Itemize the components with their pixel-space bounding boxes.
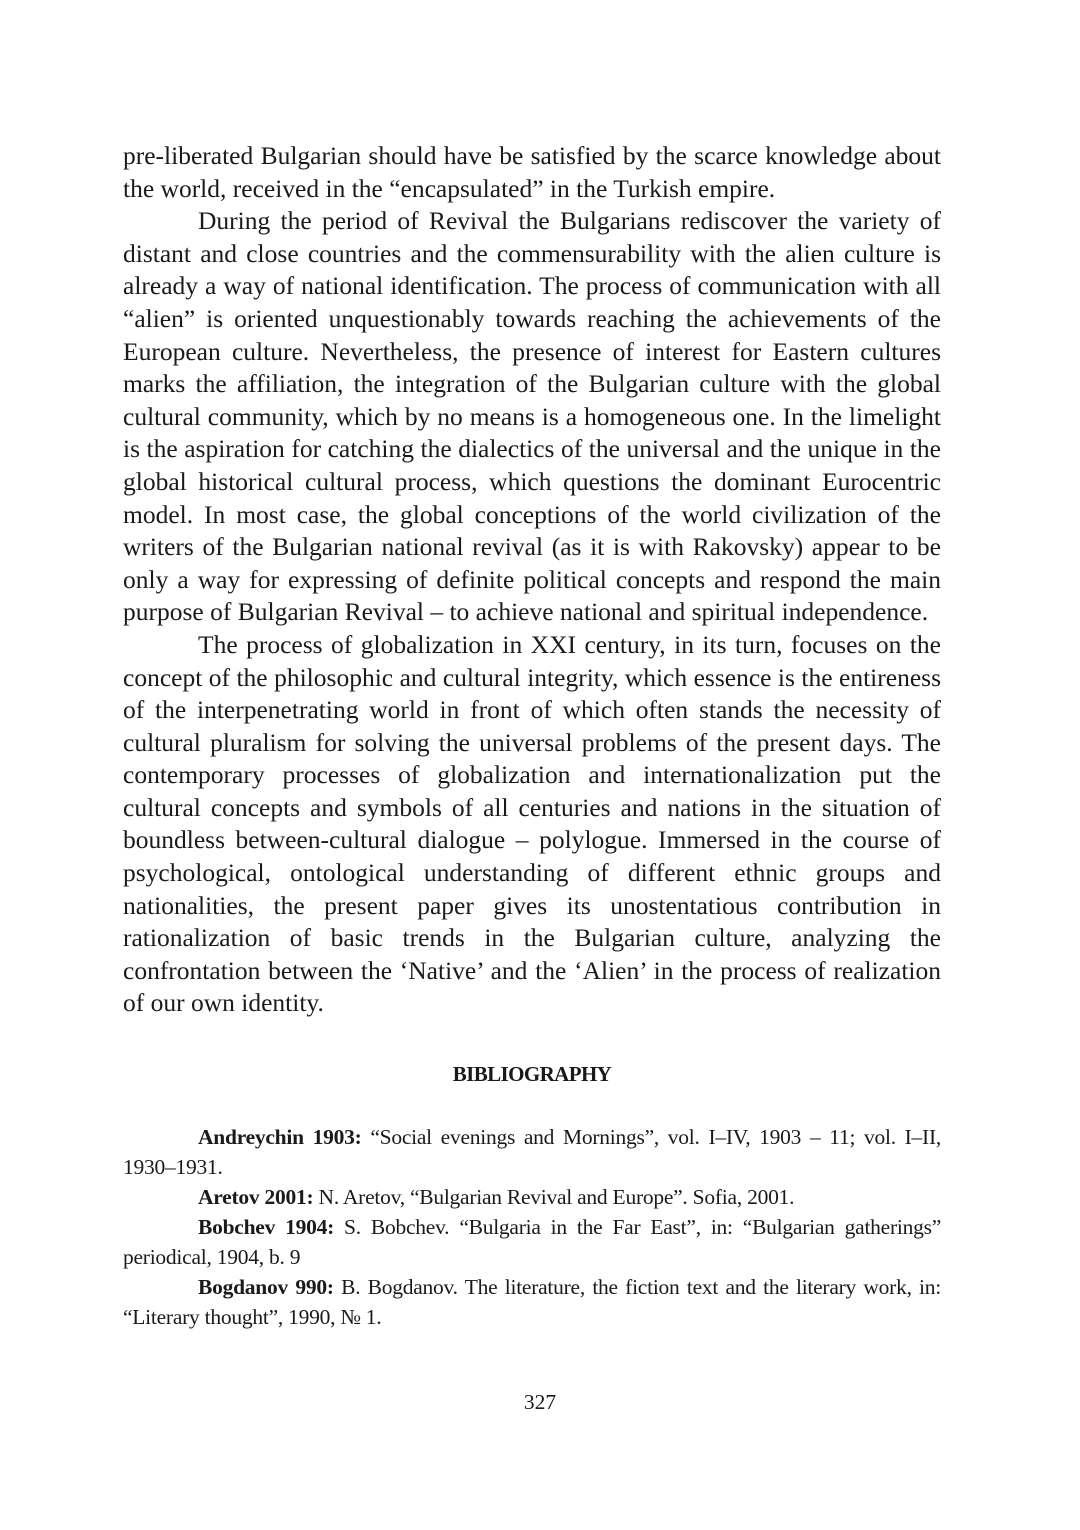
bibliography-entry-key: Andreychin 1903: xyxy=(198,1125,362,1150)
bibliography-entry-text: N. Aretov, “Bulgarian Revival and Europe”. Sofia, 2001. xyxy=(313,1185,795,1210)
page-body xyxy=(123,140,941,1332)
bibliography-entry xyxy=(123,1272,941,1332)
bibliography-entry-text: B. Bogdanov. The literature, the fiction text and the literary work, in: “Literary thought”, 1990, № 1. xyxy=(123,1275,941,1330)
bibliography-entry xyxy=(123,1212,941,1272)
bibliography-entry-text: S. Bobchev. “Bulgaria in the Far East”, in: “Bulgarian gatherings” periodical, 1904, b. 9 xyxy=(123,1215,941,1270)
bibliography-entry xyxy=(123,1182,941,1212)
bibliography-list xyxy=(123,1122,941,1332)
bibliography-entry xyxy=(123,1122,941,1182)
bibliography-heading: BIBLIOGRAPHY xyxy=(452,1062,612,1087)
bibliography-entry-key: Bogdanov 990: xyxy=(198,1275,334,1300)
body-paragraph-2: During the period of Revival the Bulgarians rediscover the variety of distant and close countries and the commensurability with the alien culture is already a way of national identification. The process of communication with all “alien” is oriented unquestionably towards reaching the achievements of the European culture. Nevertheless, the presence of interest for Eastern cultures marks the affiliation, the integration of the Bulgarian culture with the global cultural community, which by no means is a homogeneous one. In the limelight is the aspiration for catching the dialectics of the universal and the unique in the global historical cultural process, which questions the dominant Eurocentric model. In most case, the global conceptions of the world civilization of the writers of the Bulgarian national revival (as it is with Rakovsky) appear to be only a way for expressing of definite political concepts and respond the main purpose of Bulgarian Revival – to achieve national and spiritual independence. xyxy=(123,206,941,627)
bibliography-entry-key: Bobchev 1904: xyxy=(198,1215,335,1240)
body-paragraph-1: pre-liberated Bulgarian should have be satisfied by the scarce knowledge about the world, received in the “encapsulated” in the Turkish empire. xyxy=(123,141,941,203)
body-paragraph-3: The process of globalization in XXI century, in its turn, focuses on the concept of the philosophic and cultural integrity, which essence is the entireness of the interpenetrating world in front of which often stands the necessity of cultural pluralism for solving the universal problems of the present days. The contemporary processes of globalization and internationalization put the cultural concepts and symbols of all centuries and nations in the situation of boundless between-cultural dialogue – polylogue. Immersed in the course of psychological, ontological understanding of different ethnic groups and nationalities, the present paper gives its unostentatious contribution in rationalization of basic trends in the Bulgarian culture, analyzing the confrontation between the ‘Native’ and the ‘Alien’ in the process of realization of our own identity. xyxy=(123,629,941,1018)
page-number: 327 xyxy=(523,1390,557,1414)
bibliography-entry-text: “Social evenings and Mornings”, vol. I–IV, 1903 – 11; vol. I–II, 1930–1931. xyxy=(123,1125,941,1180)
bibliography-entry-key: Aretov 2001: xyxy=(198,1185,314,1210)
